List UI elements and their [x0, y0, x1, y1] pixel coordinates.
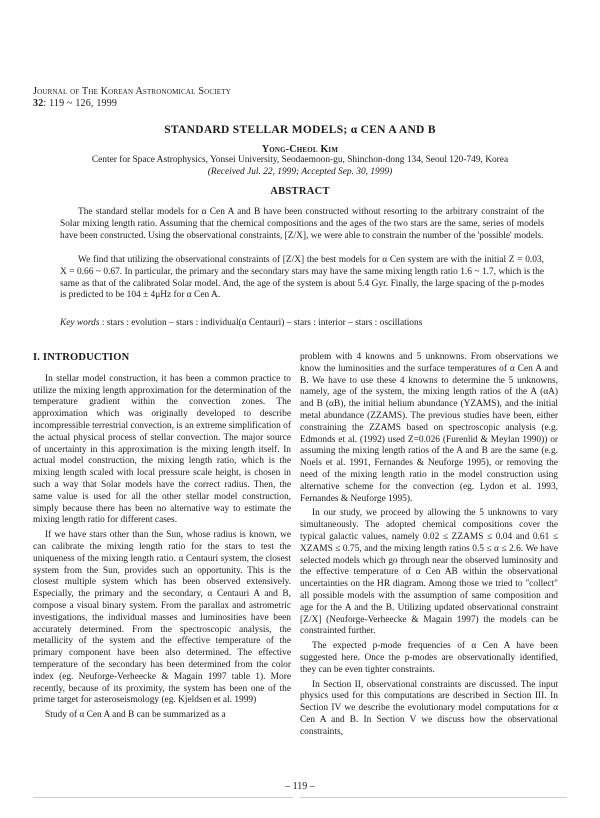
- keywords-text: : stars : evolution – stars : individual(α Centauri) – stars : interior – stars : oscillations: [101, 318, 423, 328]
- journal-volume: 32: [33, 98, 44, 109]
- keywords-label: Key words: [60, 318, 100, 328]
- author-name: Yong-Cheol Kim: [261, 144, 339, 155]
- intro-paragraph-7: In Section II, observational constraints are discussed. The input physics used for this computations are described in Section III. In Section IV we describe the evolutionary model computations for α Cen A and B. In Section V we discuss how the observational constraints,: [300, 679, 558, 737]
- page-number: – 119 –: [285, 781, 315, 792]
- right-column: [300, 352, 558, 742]
- affiliation: Center for Space Astrophysics, Yonsei University, Seodaemoon-gu, Shinchon-dong 134, Seoul 120-749, Korea: [91, 155, 509, 165]
- intro-paragraph-2: If we have stars other than the Sun, whose radius is known, we can calibrate the mixing length ratio for the stars to test the uniqueness of the mixing length ratio. α Centauri system, the closest system from the Sun, provides such an opportunity. This is the closest multiple system which has been observed extensively. Especially, the primary and the secondary, α Centauri A and B, compose a visual binary system. From the parallax and astrometric investigations, the individual masses and luminosities have been accurately determined. From the spectroscopic analysis, the metallicity of the system and the effective temperature of the primary component have been also determined. The effective temperature of the secondary has been determined from the color index (eg. Neuforge-Verheecke & Magain 1997 table 1). More recently, because of its proximity, the system has been one of the prime target for asteroseismology (eg. Kjeldsen et al. 1999): [33, 530, 291, 706]
- footer-rule-left: [33, 797, 293, 798]
- intro-paragraph-5: In our study, we proceed by allowing the 5 unknowns to vary simultaneously. The adopted chemical compositions cover the typical galactic values, namely 0.02 ≤ ZZAMS ≤ 0.04 and 0.61 ≤ XZAMS ≤ 0.75, and the mixing length ratios 0.5 ≤ α ≤ 2.6. We have selected models which go through near the observed luminosity and the effective temperature of α Cen AB within the observational uncertainties on the HR diagram. Among those we tried to "collect" all possible models with the assumption of same composition and age for the A and the B. Utilizing updated observational constraint [Z/X] (Neuforge-Verheecke & Magain 1997) the models can be constrainted further.: [300, 508, 558, 637]
- journal-header: [33, 86, 231, 110]
- footer-rule-right: [300, 797, 567, 798]
- intro-paragraph-6: The expected p-mode frequencies of α Cen A have been suggested here. Once the p-modes are observationally identified, they can be even tighter constraints.: [300, 641, 558, 675]
- abstract-paragraph-2: We find that utilizing the observational constraints of [Z/X] the best models for α Cen system are with the initial Z = 0.03, X = 0.66 ~ 0.67. In particular, the primary and the secondary stars may have the same mixing length ratio 1.6 ~ 1.7, which is the same as that of the calibrated Solar model. And, the age of the system is about 5.4 Gyr. Finally, the large spacing of the p-modes is predicted to be 104 ± 4μHz for α Cen A.: [60, 255, 544, 301]
- journal-pages: : 119 ~ 126, 1999: [43, 98, 118, 109]
- journal-name: Journal of The Korean Astronomical Society: [33, 86, 231, 97]
- paper-title: STANDARD STELLAR MODELS; α CEN A AND B: [164, 124, 436, 136]
- affiliation-block: [33, 155, 567, 178]
- received-dates-text: (Received Jul. 22, 1999; Accepted Sep. 30, 1999): [207, 166, 393, 177]
- abstract-paragraph-1: The standard stellar models for α Cen A and B have been constructed without resorting to the arbitrary constraint of the Solar mixing length ratio. Assuming that the chemical compositions and the ages of the two stars are the same, series of models have been constructed. Using the observational constraints, [Z/X], we were able to constrain the number of the 'possible' models.: [60, 207, 544, 241]
- abstract-heading: ABSTRACT: [270, 186, 330, 197]
- intro-paragraph-1: In stellar model construction, it has been a common practice to utilize the mixing length approximation for the determination of the temperature gradient within the convection zones. The approximation which was originally developed to describe incompressible terrestrial convection, is an extreme simplification of the actual physical process of stellar convection. The major source of uncertainty in this approximation is the mixing length itself. In actual model construction, the mixing length ratio, which is the mixing length scaled with local pressure scale height, is chosen in such a way that Solar models have the correct radius. Then, the same value is used for all the other stellar model construction, simply because there has been no alternative way to estimate the mixing length ratio for different cases.: [33, 373, 291, 526]
- section-heading: I. INTRODUCTION: [33, 352, 130, 363]
- intro-paragraph-4: problem with 4 knowns and 5 unknowns. From observations we know the luminosities and the surface temperatures of α Cen A and B. We have to use these 4 knowns to determine the 5 unknowns, namely, age of the system, the mixing length ratios of the A (αA) and B (αB), the initial helium abundance (YZAMS), and the initial metal abundance (ZZAMS). The previous studies have been, either constraining the ZZAMS based on spectroscopic analysis (e.g. Edmonds et al. (1992) used Z=0.026 (Furenlid & Meylan 1990)) or assuming the mixing length ratios of the A and B are the same (e.g. Noels et al. 1991, Fernandes & Neuforge 1995), or removing the need of the mixing length ratio in the model construction using alternative scheme for the convection (eg. Lydon et al. 1993, Fernandes & Neuforge 1995).: [300, 352, 558, 504]
- journal-volume-line: [33, 98, 231, 110]
- left-column: [33, 352, 291, 725]
- intro-paragraph-3: Study of α Cen A and B can be summarized as a: [45, 710, 226, 721]
- received-dates: [33, 167, 567, 179]
- keywords: [60, 318, 544, 330]
